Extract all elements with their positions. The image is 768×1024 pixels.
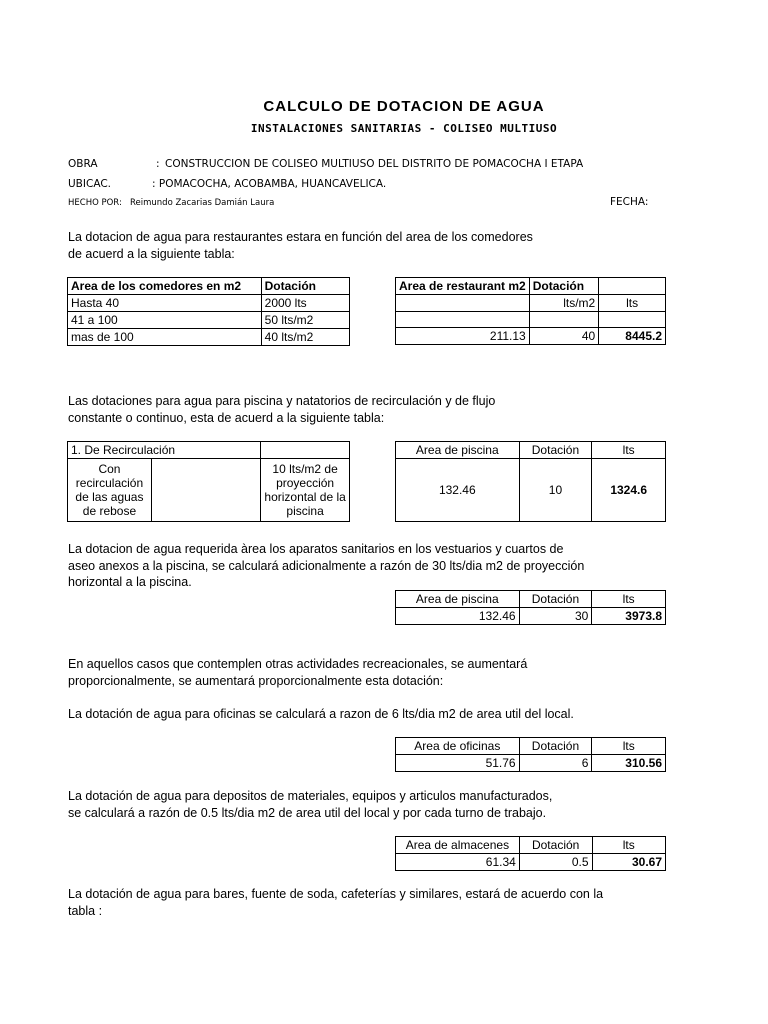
table-row bbox=[396, 312, 666, 328]
table-cell: Hasta 40 bbox=[68, 295, 262, 312]
almacenes-calc-table bbox=[395, 836, 666, 871]
table-row bbox=[396, 278, 666, 295]
page-title: CALCULO DE DOTACION DE AGUA bbox=[263, 98, 545, 115]
table-cell: 10 bbox=[519, 459, 592, 522]
hecho-value: Reimundo Zacarias Damián Laura bbox=[130, 198, 275, 208]
table-header: Dotación bbox=[519, 738, 592, 755]
restaurant-calc-table bbox=[395, 277, 666, 345]
recirculacion-table bbox=[67, 441, 350, 522]
table-header: Area de piscina bbox=[396, 442, 520, 459]
table-cell: 41 a 100 bbox=[68, 312, 262, 329]
table-header: Area de los comedores en m2 bbox=[68, 278, 262, 295]
table-cell: 3973.8 bbox=[592, 608, 666, 625]
table-header: 1. De Recirculación bbox=[68, 442, 261, 459]
table-header: Area de restaurant m2 bbox=[396, 278, 530, 295]
table-header: Area de piscina bbox=[396, 591, 520, 608]
table-row bbox=[396, 755, 666, 772]
comedores-table bbox=[67, 277, 350, 346]
table-row bbox=[396, 442, 666, 459]
table-header: Area de almacenes bbox=[396, 837, 520, 854]
table-cell: 0.5 bbox=[519, 854, 592, 871]
table-cell: 10 lts/m2 de proyección horizontal de la piscina bbox=[261, 459, 350, 522]
table-cell bbox=[151, 459, 260, 522]
table-header: Dotación bbox=[529, 278, 599, 295]
table-row bbox=[396, 295, 666, 312]
obra-label: OBRA bbox=[68, 158, 98, 170]
vestuarios-calc-table bbox=[395, 590, 666, 625]
table-cell: 50 lts/m2 bbox=[261, 312, 349, 329]
table-cell bbox=[396, 312, 530, 328]
table-row bbox=[396, 459, 666, 522]
vestuarios-paragraph: La dotacion de agua requerida àrea los aparatos sanitarios en los vestuarios y cuartos de aseo anexos a la piscina, se calculará adicionalmente a razón de 30 lts/dia m2 de proyección horizontal a la piscina. bbox=[68, 542, 585, 589]
table-row bbox=[68, 459, 350, 522]
table-cell: 40 lts/m2 bbox=[261, 329, 349, 346]
page-subtitle: INSTALACIONES SANITARIAS - COLISEO MULTIUSO bbox=[250, 122, 558, 135]
table-cell: Con recirculación de las aguas de rebose bbox=[68, 459, 152, 522]
piscina-calc-table bbox=[395, 441, 666, 522]
table-cell: 132.46 bbox=[396, 608, 520, 625]
table-cell: 2000 lts bbox=[261, 295, 349, 312]
table-header: Dotación bbox=[519, 442, 592, 459]
table-cell: 132.46 bbox=[396, 459, 520, 522]
table-row bbox=[396, 854, 666, 871]
obra-separator: : bbox=[156, 158, 160, 170]
ubicac-label: UBICAC. bbox=[68, 178, 111, 190]
table-cell: 6 bbox=[519, 755, 592, 772]
table-row bbox=[396, 608, 666, 625]
table-cell: 30.67 bbox=[592, 854, 665, 871]
table-row bbox=[396, 328, 666, 345]
table-cell: lts bbox=[599, 295, 666, 312]
table-cell bbox=[396, 295, 530, 312]
fecha-label: FECHA: bbox=[610, 196, 649, 208]
table-cell bbox=[599, 278, 666, 295]
table-cell bbox=[261, 442, 350, 459]
table-header: Area de oficinas bbox=[396, 738, 520, 755]
table-header: lts bbox=[592, 837, 665, 854]
table-header: lts bbox=[592, 591, 666, 608]
table-cell bbox=[599, 312, 666, 328]
oficinas-calc-table bbox=[395, 737, 666, 772]
obra-value: CONSTRUCCION DE COLISEO MULTIUSO DEL DISTRITO DE POMACOCHA I ETAPA bbox=[165, 158, 584, 170]
table-row bbox=[396, 591, 666, 608]
oficinas-paragraph: La dotación de agua para oficinas se calculará a razon de 6 lts/dia m2 de area util del local. bbox=[68, 707, 574, 721]
table-row bbox=[68, 329, 350, 346]
table-header: Dotación bbox=[519, 837, 592, 854]
table-cell: 211.13 bbox=[396, 328, 530, 345]
table-cell: mas de 100 bbox=[68, 329, 262, 346]
table-cell: 40 bbox=[529, 328, 599, 345]
ubicac-value: : POMACOCHA, ACOBAMBA, HUANCAVELICA. bbox=[152, 178, 387, 190]
table-row bbox=[68, 312, 350, 329]
table-header: Dotación bbox=[519, 591, 592, 608]
table-row bbox=[396, 738, 666, 755]
table-cell: 310.56 bbox=[592, 755, 666, 772]
table-header: lts bbox=[592, 738, 666, 755]
bares-paragraph: La dotación de agua para bares, fuente de soda, cafeterías y similares, estará de acuerdo con la tabla : bbox=[68, 887, 604, 918]
table-cell: 8445.2 bbox=[599, 328, 666, 345]
table-cell: 30 bbox=[519, 608, 592, 625]
hecho-label: HECHO POR: bbox=[68, 198, 122, 208]
almacenes-paragraph: La dotación de agua para depositos de materiales, equipos y articulos manufacturados, se calculará a razón de 0.5 lts/dia m2 de area util del local y por cada turno de trabajo. bbox=[68, 789, 553, 820]
table-row bbox=[68, 278, 350, 295]
table-row bbox=[68, 295, 350, 312]
table-header: lts bbox=[592, 442, 666, 459]
table-row bbox=[68, 442, 350, 459]
table-cell: lts/m2 bbox=[529, 295, 599, 312]
restaurant-paragraph: La dotacion de agua para restaurantes estara en función del area de los comedores de acuerd a la siguiente tabla: bbox=[68, 230, 533, 261]
table-cell bbox=[529, 312, 599, 328]
table-cell: 51.76 bbox=[396, 755, 520, 772]
table-cell: 1324.6 bbox=[592, 459, 666, 522]
recreacionales-paragraph: En aquellos casos que contemplen otras actividades recreacionales, se aumentará proporcionalmente, se aumentará proporcionalmente esta dotación: bbox=[68, 657, 528, 688]
table-row bbox=[396, 837, 666, 854]
table-header: Dotación bbox=[261, 278, 349, 295]
table-cell: 61.34 bbox=[396, 854, 520, 871]
piscina-paragraph: Las dotaciones para agua para piscina y natatorios de recirculación y de flujo constante o continuo, esta de acuerd a la siguiente tabla: bbox=[68, 394, 496, 425]
